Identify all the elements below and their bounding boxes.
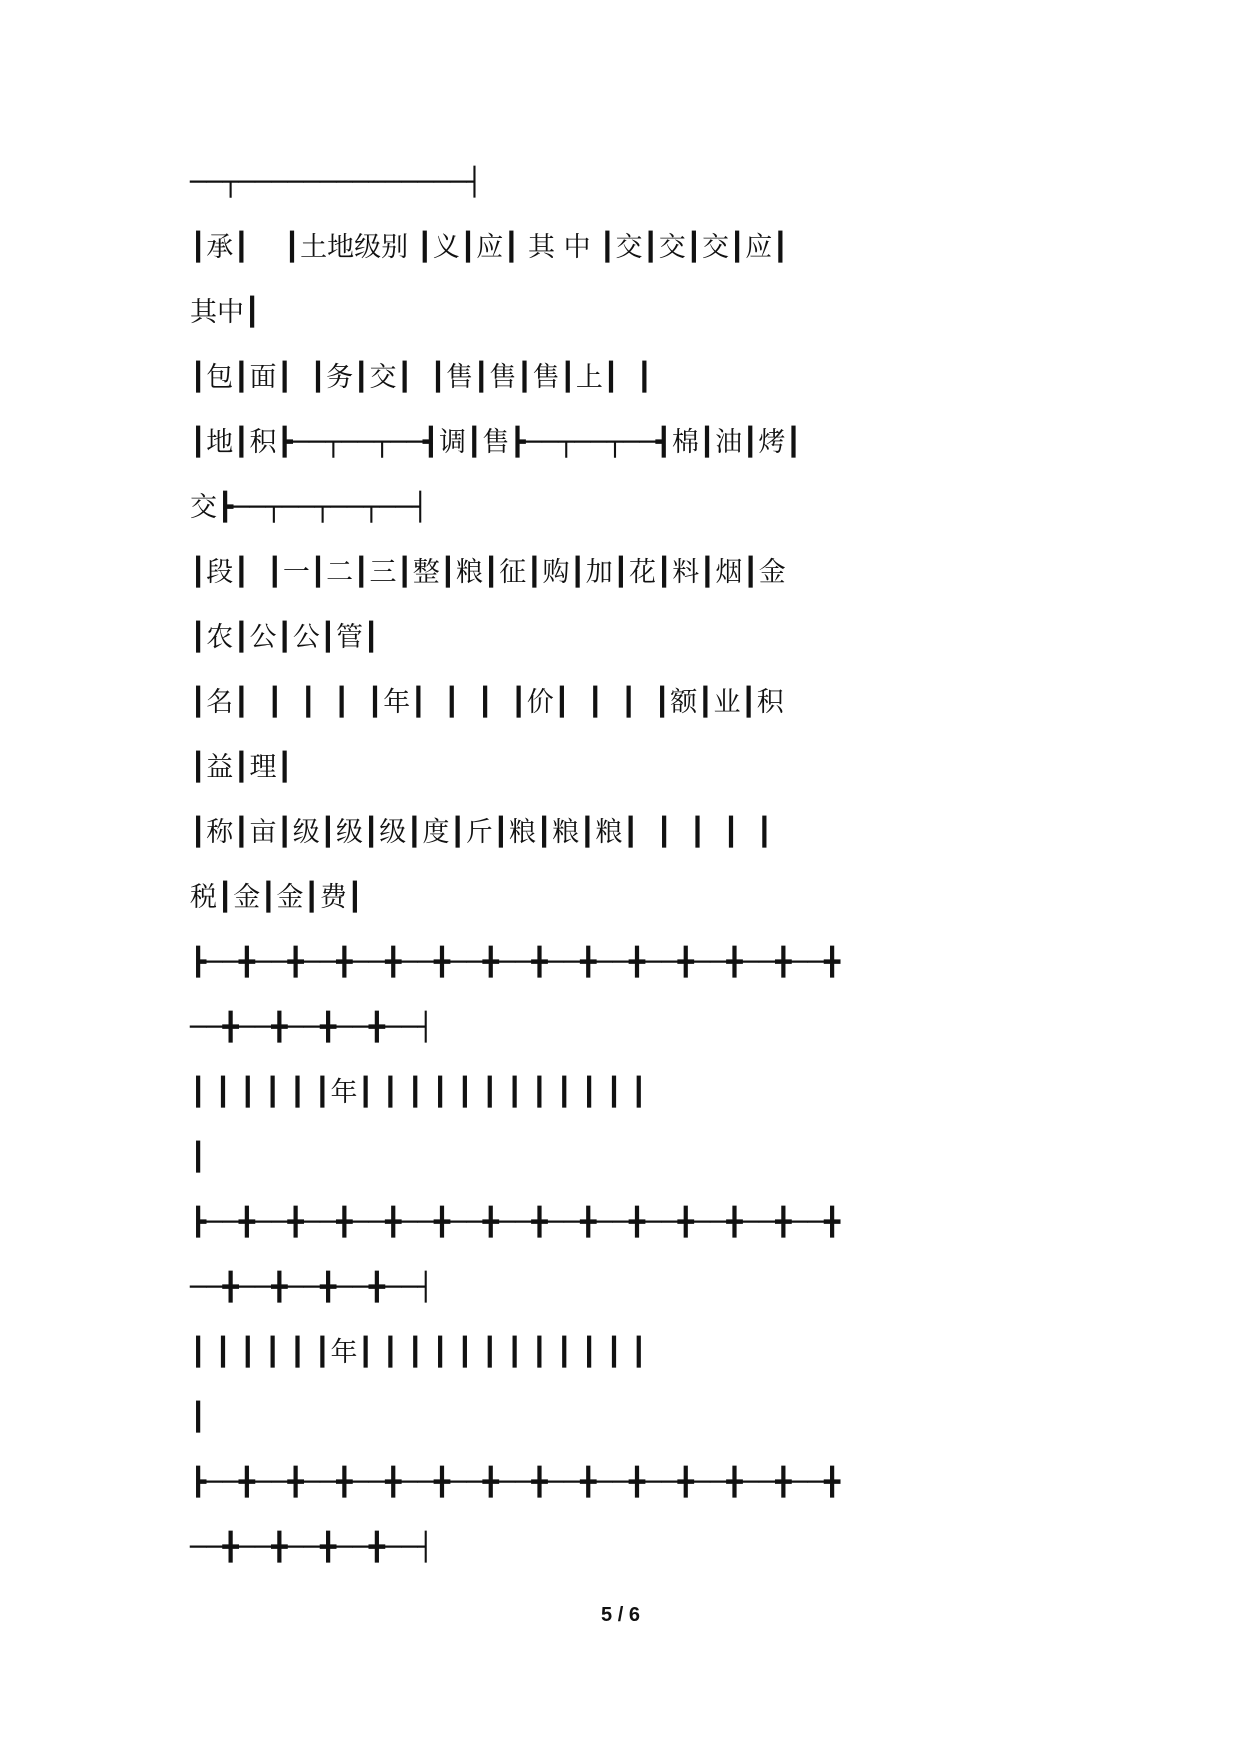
- table-line: ┃: [190, 1142, 207, 1173]
- table-line: ┃段┃ ┃一┃二┃三┃整┃粮┃征┃购┃加┃花┃料┃烟┃金: [190, 557, 786, 588]
- table-line: ┃: [190, 1402, 207, 1433]
- table-line: ┃名┃ ┃ ┃ ┃ ┃年┃ ┃ ┃ ┃价┃ ┃ ┃ ┃额┃业┃积: [190, 687, 784, 718]
- table-line: ──╋──╋──╋──╋──┤: [190, 1272, 434, 1303]
- table-line: ──┬──────────────┤: [190, 167, 483, 198]
- table-line: ┣──╋──╋──╋──╋──╋──╋──╋──╋──╋──╋──╋──╋──╋: [190, 1207, 841, 1238]
- table-line: ┃ ┃ ┃ ┃ ┃ ┃年┃ ┃ ┃ ┃ ┃ ┃ ┃ ┃ ┃ ┃ ┃ ┃: [190, 1077, 647, 1108]
- table-line: ┃承┃ ┃土地级别 ┃义┃应┃ 其 中 ┃交┃交┃交┃应┃: [190, 232, 789, 263]
- table-line: ──╋──╋──╋──╋──┤: [190, 1532, 434, 1563]
- table-line: ┃包┃面┃ ┃务┃交┃ ┃售┃售┃售┃上┃ ┃: [190, 362, 653, 393]
- table-line: ┃农┃公┃公┃管┃: [190, 622, 380, 653]
- table-line: ┣──╋──╋──╋──╋──╋──╋──╋──╋──╋──╋──╋──╋──╋: [190, 1467, 841, 1498]
- table-line: ┃地┃积┣──┬──┬──┫调┃售┣──┬──┬──┫棉┃油┃烤┃: [190, 427, 802, 458]
- table-line: 税┃金┃金┃费┃: [190, 882, 364, 913]
- table-line: 交┣──┬──┬──┬──┤: [190, 492, 429, 523]
- table-line: 其中┃: [190, 297, 261, 328]
- table-line: ┃称┃亩┃级┃级┃级┃度┃斤┃粮┃粮┃粮┃ ┃ ┃ ┃ ┃: [190, 817, 773, 848]
- page-number: 5 / 6: [601, 1604, 640, 1626]
- table-line: ┣──╋──╋──╋──╋──╋──╋──╋──╋──╋──╋──╋──╋──╋: [190, 947, 841, 978]
- table-line: ┃ ┃ ┃ ┃ ┃ ┃年┃ ┃ ┃ ┃ ┃ ┃ ┃ ┃ ┃ ┃ ┃ ┃: [190, 1337, 647, 1368]
- table-text-block: [190, 150, 1060, 1580]
- table-line: ──╋──╋──╋──╋──┤: [190, 1012, 434, 1043]
- table-line: ┃益┃理┃: [190, 752, 293, 783]
